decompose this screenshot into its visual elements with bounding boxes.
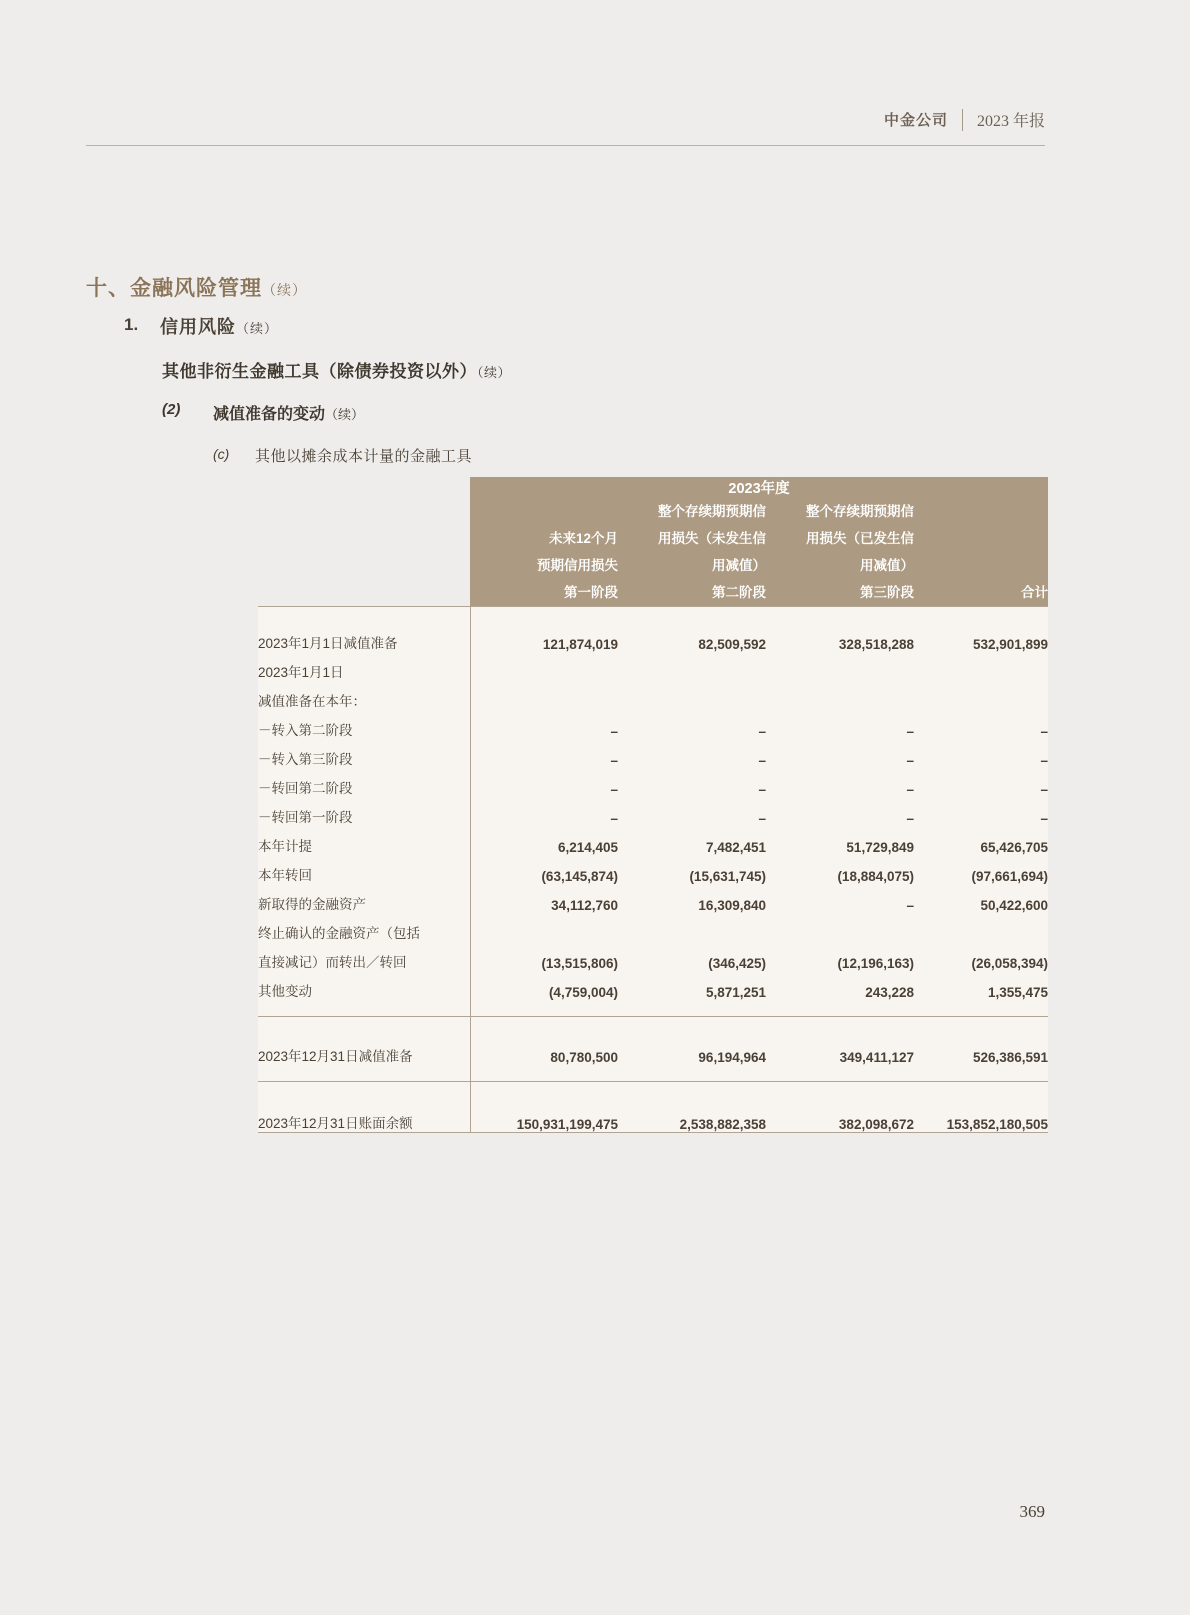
row-value: 50,422,600 bbox=[914, 884, 1048, 913]
col4-line4: 合计 bbox=[1021, 585, 1049, 600]
table-row bbox=[258, 913, 1048, 942]
col1-line3: 预期信用损失 bbox=[537, 558, 618, 573]
row-value: – bbox=[470, 710, 618, 739]
table-row bbox=[258, 710, 1048, 739]
spacer-c4 bbox=[914, 1000, 1048, 1017]
row-label: 减值准备在本年： bbox=[258, 681, 470, 710]
page-header bbox=[884, 108, 1045, 131]
col2-line3: 用减值） bbox=[712, 558, 766, 573]
row-value: – bbox=[914, 710, 1048, 739]
col2-line1: 整个存续期预期信 bbox=[658, 504, 766, 519]
row-value: (15,631,745) bbox=[618, 855, 766, 884]
subitem-number: (c) bbox=[213, 446, 230, 462]
row-value: 34,112,760 bbox=[470, 884, 618, 913]
table-row bbox=[258, 739, 1048, 768]
header-rule bbox=[86, 145, 1045, 146]
col1-line2: 未来12个月 bbox=[548, 531, 618, 546]
row-value: 16,309,840 bbox=[618, 884, 766, 913]
row-value: 7,482,451 bbox=[618, 826, 766, 855]
row-value: 51,729,849 bbox=[766, 826, 914, 855]
table-spacer-before-total bbox=[258, 1065, 1048, 1082]
row-value: – bbox=[618, 797, 766, 826]
subtotal-value: 526,386,591 bbox=[914, 1017, 1048, 1066]
row-value bbox=[914, 652, 1048, 681]
table-row bbox=[258, 652, 1048, 681]
subsection-heading-cont: （续） bbox=[325, 407, 365, 422]
spacer-label bbox=[258, 607, 470, 624]
row-label: －转回第一阶段 bbox=[258, 797, 470, 826]
total-value: 382,098,672 bbox=[766, 1082, 914, 1133]
row-value: (63,145,874) bbox=[470, 855, 618, 884]
row-value: (13,515,806) bbox=[470, 942, 618, 971]
page-number: 369 bbox=[1019, 1502, 1045, 1521]
table-row bbox=[258, 942, 1048, 971]
row-label: －转回第二阶段 bbox=[258, 768, 470, 797]
row-value: 6,214,405 bbox=[470, 826, 618, 855]
total-label: 2023年12月31日账面余额 bbox=[258, 1082, 470, 1133]
table-row bbox=[258, 623, 1048, 652]
subsection-number: (2) bbox=[162, 401, 181, 418]
spacer-c1 bbox=[470, 1000, 618, 1017]
table-row bbox=[258, 768, 1048, 797]
spacer-label bbox=[258, 1065, 470, 1082]
row-label: 新取得的金融资产 bbox=[258, 884, 470, 913]
row-value: – bbox=[766, 768, 914, 797]
row-value: – bbox=[914, 768, 1048, 797]
col3-line1: 整个存续期预期信 bbox=[806, 504, 914, 519]
row-label: 直接减记）而转出／转回 bbox=[258, 942, 470, 971]
row-value bbox=[470, 913, 618, 942]
col1-line4: 第一阶段 bbox=[564, 585, 618, 600]
table-header-spacer bbox=[258, 498, 470, 607]
row-value bbox=[766, 681, 914, 710]
table-row bbox=[258, 826, 1048, 855]
column-header-total bbox=[914, 498, 1048, 607]
row-value: 65,426,705 bbox=[914, 826, 1048, 855]
section-heading-cont: （续） bbox=[262, 282, 307, 298]
total-value: 2,538,882,358 bbox=[618, 1082, 766, 1133]
impairment-table bbox=[258, 477, 1048, 1133]
row-value bbox=[618, 913, 766, 942]
table-row bbox=[258, 681, 1048, 710]
impairment-table-wrapper bbox=[258, 477, 1048, 1133]
row-value: – bbox=[914, 797, 1048, 826]
total-value: 150,931,199,475 bbox=[470, 1082, 618, 1133]
row-value: – bbox=[470, 739, 618, 768]
spacer-c2 bbox=[618, 1065, 766, 1082]
row-value: – bbox=[618, 739, 766, 768]
row-value bbox=[914, 913, 1048, 942]
row-value: 5,871,251 bbox=[618, 971, 766, 1000]
row-label: 终止确认的金融资产（包括 bbox=[258, 913, 470, 942]
row-value: 82,509,592 bbox=[618, 623, 766, 652]
row-label: 本年转回 bbox=[258, 855, 470, 884]
col2-line4: 第二阶段 bbox=[712, 585, 766, 600]
subtotal-label: 2023年12月31日减值准备 bbox=[258, 1017, 470, 1066]
row-value: – bbox=[618, 768, 766, 797]
table-total-row bbox=[258, 1082, 1048, 1133]
row-value: 121,874,019 bbox=[470, 623, 618, 652]
col3-line4: 第三阶段 bbox=[860, 585, 914, 600]
table-spacer-before-subtotal bbox=[258, 1000, 1048, 1017]
column-header-stage1 bbox=[470, 498, 618, 607]
row-value bbox=[470, 652, 618, 681]
row-value bbox=[766, 913, 914, 942]
table-row bbox=[258, 884, 1048, 913]
spacer-c1 bbox=[470, 607, 618, 624]
section-heading-text: 十、金融风险管理 bbox=[86, 277, 262, 300]
item-heading-cont: （续） bbox=[236, 321, 279, 336]
row-label: 其他变动 bbox=[258, 971, 470, 1000]
row-value: (18,884,075) bbox=[766, 855, 914, 884]
row-value: 532,901,899 bbox=[914, 623, 1048, 652]
subheading bbox=[162, 357, 511, 382]
row-value bbox=[618, 652, 766, 681]
spacer-c3 bbox=[766, 1065, 914, 1082]
table-subtotal-row bbox=[258, 1017, 1048, 1066]
row-value: (97,661,694) bbox=[914, 855, 1048, 884]
row-value bbox=[470, 681, 618, 710]
subtotal-value: 80,780,500 bbox=[470, 1017, 618, 1066]
row-value bbox=[766, 652, 914, 681]
row-label: 2023年1月1日减值准备 bbox=[258, 623, 470, 652]
header-year: 2023 年报 bbox=[976, 113, 1045, 130]
row-value: (26,058,394) bbox=[914, 942, 1048, 971]
table-title-spacer bbox=[258, 477, 470, 498]
row-label: 2023年1月1日 bbox=[258, 652, 470, 681]
item-number: 1. bbox=[124, 315, 139, 334]
table-row bbox=[258, 855, 1048, 884]
column-header-stage2 bbox=[618, 498, 766, 607]
col3-line3: 用减值） bbox=[860, 558, 914, 573]
spacer-c2 bbox=[618, 607, 766, 624]
spacer-c2 bbox=[618, 1000, 766, 1017]
table-row bbox=[258, 797, 1048, 826]
item-heading bbox=[160, 313, 278, 339]
spacer-c1 bbox=[470, 1065, 618, 1082]
header-company: 中金公司 bbox=[883, 112, 948, 129]
subheading-cont: （续） bbox=[477, 365, 512, 380]
spacer-label bbox=[258, 1000, 470, 1017]
section-heading bbox=[86, 272, 307, 302]
table-title: 2023年度 bbox=[470, 477, 1048, 498]
subsection-heading-text: 减值准备的变动 bbox=[213, 406, 326, 423]
row-value: – bbox=[914, 739, 1048, 768]
subtotal-value: 96,194,964 bbox=[618, 1017, 766, 1066]
spacer-c3 bbox=[766, 607, 914, 624]
spacer-c4 bbox=[914, 1065, 1048, 1082]
table-row bbox=[258, 971, 1048, 1000]
col2-line2: 用损失（未发生信 bbox=[658, 531, 766, 546]
row-value: (4,759,004) bbox=[470, 971, 618, 1000]
table-body-top-spacer bbox=[258, 607, 1048, 624]
row-value bbox=[914, 681, 1048, 710]
row-value: – bbox=[766, 739, 914, 768]
row-value: 243,228 bbox=[766, 971, 914, 1000]
column-header-stage3 bbox=[766, 498, 914, 607]
row-value: – bbox=[766, 884, 914, 913]
item-heading-text: 信用风险 bbox=[160, 317, 236, 337]
spacer-c3 bbox=[766, 1000, 914, 1017]
subheading-text: 其他非衍生金融工具（除债券投资以外） bbox=[162, 362, 477, 381]
table-title-row bbox=[258, 477, 1048, 498]
row-label: 本年计提 bbox=[258, 826, 470, 855]
row-value: (12,196,163) bbox=[766, 942, 914, 971]
subtotal-value: 349,411,127 bbox=[766, 1017, 914, 1066]
row-value bbox=[618, 681, 766, 710]
row-value: – bbox=[618, 710, 766, 739]
spacer-c4 bbox=[914, 607, 1048, 624]
row-value: – bbox=[766, 797, 914, 826]
row-value: 328,518,288 bbox=[766, 623, 914, 652]
subsection-heading bbox=[213, 401, 364, 424]
subitem-heading: 其他以摊余成本计量的金融工具 bbox=[255, 448, 473, 465]
total-value: 153,852,180,505 bbox=[914, 1082, 1048, 1133]
row-label: －转入第三阶段 bbox=[258, 739, 470, 768]
row-label: －转入第二阶段 bbox=[258, 710, 470, 739]
row-value: – bbox=[470, 797, 618, 826]
col3-line2: 用损失（已发生信 bbox=[806, 531, 914, 546]
table-header-row bbox=[258, 498, 1048, 607]
row-value: – bbox=[470, 768, 618, 797]
row-value: (346,425) bbox=[618, 942, 766, 971]
row-value: 1,355,475 bbox=[914, 971, 1048, 1000]
row-value: – bbox=[766, 710, 914, 739]
